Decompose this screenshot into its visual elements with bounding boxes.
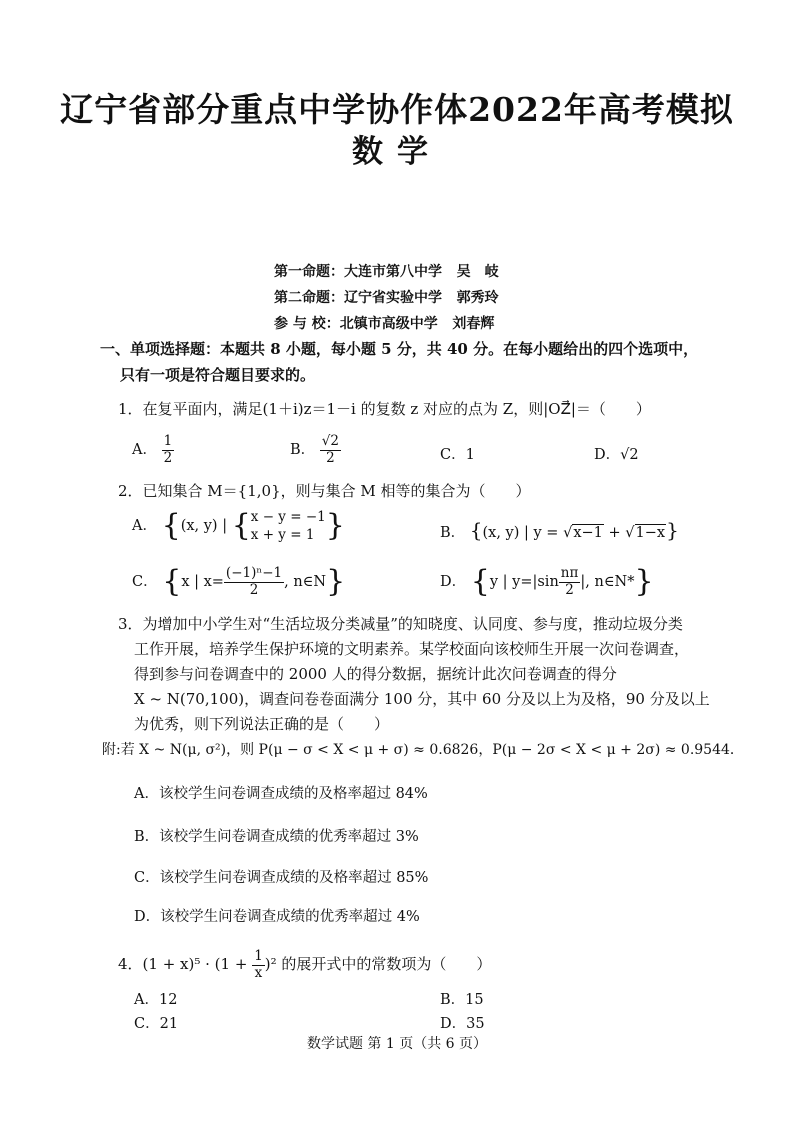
option-label: C． (440, 447, 466, 463)
brace-open: { (470, 564, 490, 600)
fraction-denominator: 2 (326, 449, 335, 466)
fraction-denominator: 2 (249, 581, 259, 598)
brace-open: { (469, 518, 483, 542)
q4-option-a: A．12 (134, 992, 178, 1008)
credit-person: 刘春辉 (452, 316, 495, 332)
question-3-line-4: X ~ N(70,100)，调查问卷卷面满分 100 分，其中 60 分及以上为及格，90 分及以上 (134, 690, 710, 708)
question-3-line-5: 为优秀，则下列说法正确的是（ ） (134, 715, 390, 733)
fraction-denominator: 2 (163, 449, 173, 466)
fraction-numerator: nπ (560, 565, 579, 581)
equation-system (251, 508, 326, 544)
option-label: D． (440, 574, 467, 591)
option-label: D． (594, 447, 621, 463)
brace-system: { (231, 508, 251, 544)
q3-option-a: A．该校学生问卷调查成绩的及格率超过 84% (134, 786, 428, 802)
credit-label: 参 与 校： (274, 316, 340, 332)
fraction-numerator: 1 (254, 948, 263, 964)
brace-open: { (162, 564, 182, 600)
q1-option-c (440, 443, 475, 464)
fraction (320, 434, 341, 466)
question-4-expr-start: 4．(1 + x)⁵ · (1 + (118, 955, 253, 974)
q1-option-b (290, 434, 341, 466)
credit-line-3 (274, 313, 494, 333)
option-label: C． (132, 574, 158, 591)
q2-option-b: B． {(x, y) | y = √x−1 + √1−x} (440, 518, 679, 542)
option-label: A． (132, 442, 157, 459)
set-builder: x | x= (181, 574, 224, 591)
q4-option-b: B．15 (440, 992, 484, 1008)
question-3-line-2: 工作开展，培养学生保护环境的文明素养。某学校面向该校师生开展一次问卷调查， (134, 640, 690, 658)
radicand-1: x−1 (573, 525, 603, 541)
option-label: B． (290, 442, 316, 459)
fraction (162, 434, 175, 466)
credit-school: 大连市第八中学 (344, 264, 442, 280)
credit-line-2 (274, 287, 499, 307)
q2-option-a (132, 508, 345, 544)
question-3-line-1: 3．为增加中小学生对“生活垃圾分类减量”的知晓度、认同度、参与度，推动垃圾分类 (118, 615, 683, 633)
fraction (224, 566, 284, 598)
q4-option-d: D．35 (440, 1016, 485, 1032)
option-value: √2 (620, 447, 639, 463)
fraction (252, 949, 265, 981)
question-3-note: 附:若 X ~ N(μ, σ²)，则 P(μ − σ < X < μ + σ) ≈ 0.6826，P(μ − 2σ < X < μ + 2σ) ≈ 0.9544． (102, 742, 744, 758)
option-value: 1 (465, 447, 475, 463)
fraction-numerator: 1 (163, 433, 173, 449)
credit-label: 第一命题： (274, 264, 344, 280)
set-condition: , n∈N (284, 574, 327, 591)
brace-close: } (666, 518, 679, 542)
question-4 (118, 949, 491, 981)
q1-option-d (594, 443, 639, 464)
brace-open: { (161, 508, 181, 544)
option-label: B． (440, 525, 466, 541)
question-4-expr-end: )² 的展开式中的常数项为（ ） (264, 955, 492, 974)
plus-sign: + (603, 525, 626, 541)
question-2: 2．已知集合 M＝{1,0}，则与集合 M 相等的集合为（ ） (118, 482, 531, 500)
q1-option-a (132, 434, 174, 466)
set-builder: (x, y) | y = (482, 525, 559, 541)
fraction-denominator: 2 (565, 581, 574, 598)
q3-option-d: D．该校学生问卷调查成绩的优秀率超过 4% (134, 909, 420, 925)
fraction (559, 566, 581, 598)
q3-option-b: B．该校学生问卷调查成绩的优秀率超过 3% (134, 829, 419, 845)
credit-school: 北镇市高级中学 (339, 316, 438, 332)
credit-school: 辽宁省实验中学 (344, 290, 442, 306)
q3-option-c: C．该校学生问卷调查成绩的及格率超过 85% (134, 870, 429, 886)
credit-person: 吴 岐 (456, 264, 499, 280)
q2-option-c (132, 566, 345, 598)
equation-1: x − y = −1 (250, 509, 326, 525)
radicand-2: 1−x (635, 525, 666, 541)
page-footer: 数学试题 第 1 页（共 6 页） (306, 1036, 488, 1052)
credit-line-1 (274, 261, 499, 281)
equation-2: x + y = 1 (250, 527, 315, 544)
set-builder: y | y=|sin (489, 574, 559, 591)
question-3-line-3: 得到参与问卷调查中的 2000 人的得分数据，据统计此次问卷调查的得分 (134, 665, 617, 683)
q2-option-d (440, 566, 654, 598)
set-condition: |, n∈N* (580, 574, 635, 591)
fraction-numerator: √2 (321, 433, 339, 449)
section-heading-line2: 只有一项是符合题目要求的。 (120, 366, 316, 384)
set-builder: (x, y) | (180, 518, 228, 535)
option-label: A． (132, 518, 157, 535)
brace-close: } (326, 564, 346, 600)
section-heading-line1: 一、单项选择题：本题共 8 小题，每小题 5 分，共 40 分。在每小题给出的四个选项中， (100, 340, 699, 358)
q4-option-c: C．21 (134, 1016, 179, 1032)
brace-close: } (634, 564, 654, 600)
fraction-denominator: x (254, 964, 263, 981)
brace-close: } (325, 508, 345, 544)
subject-title: 数学 (352, 134, 442, 170)
exam-title: 辽宁省部分重点中学协作体2022年高考模拟 (60, 90, 734, 129)
fraction-numerator: (−1)ⁿ−1 (225, 565, 283, 581)
credit-label: 第二命题： (274, 290, 344, 306)
question-1: 1．在复平面内，满足(1＋i)z＝1－i 的复数 z 对应的点为 Z，则|OZ⃗|＝（ ） (118, 400, 651, 418)
credit-person: 郭秀玲 (456, 290, 499, 306)
